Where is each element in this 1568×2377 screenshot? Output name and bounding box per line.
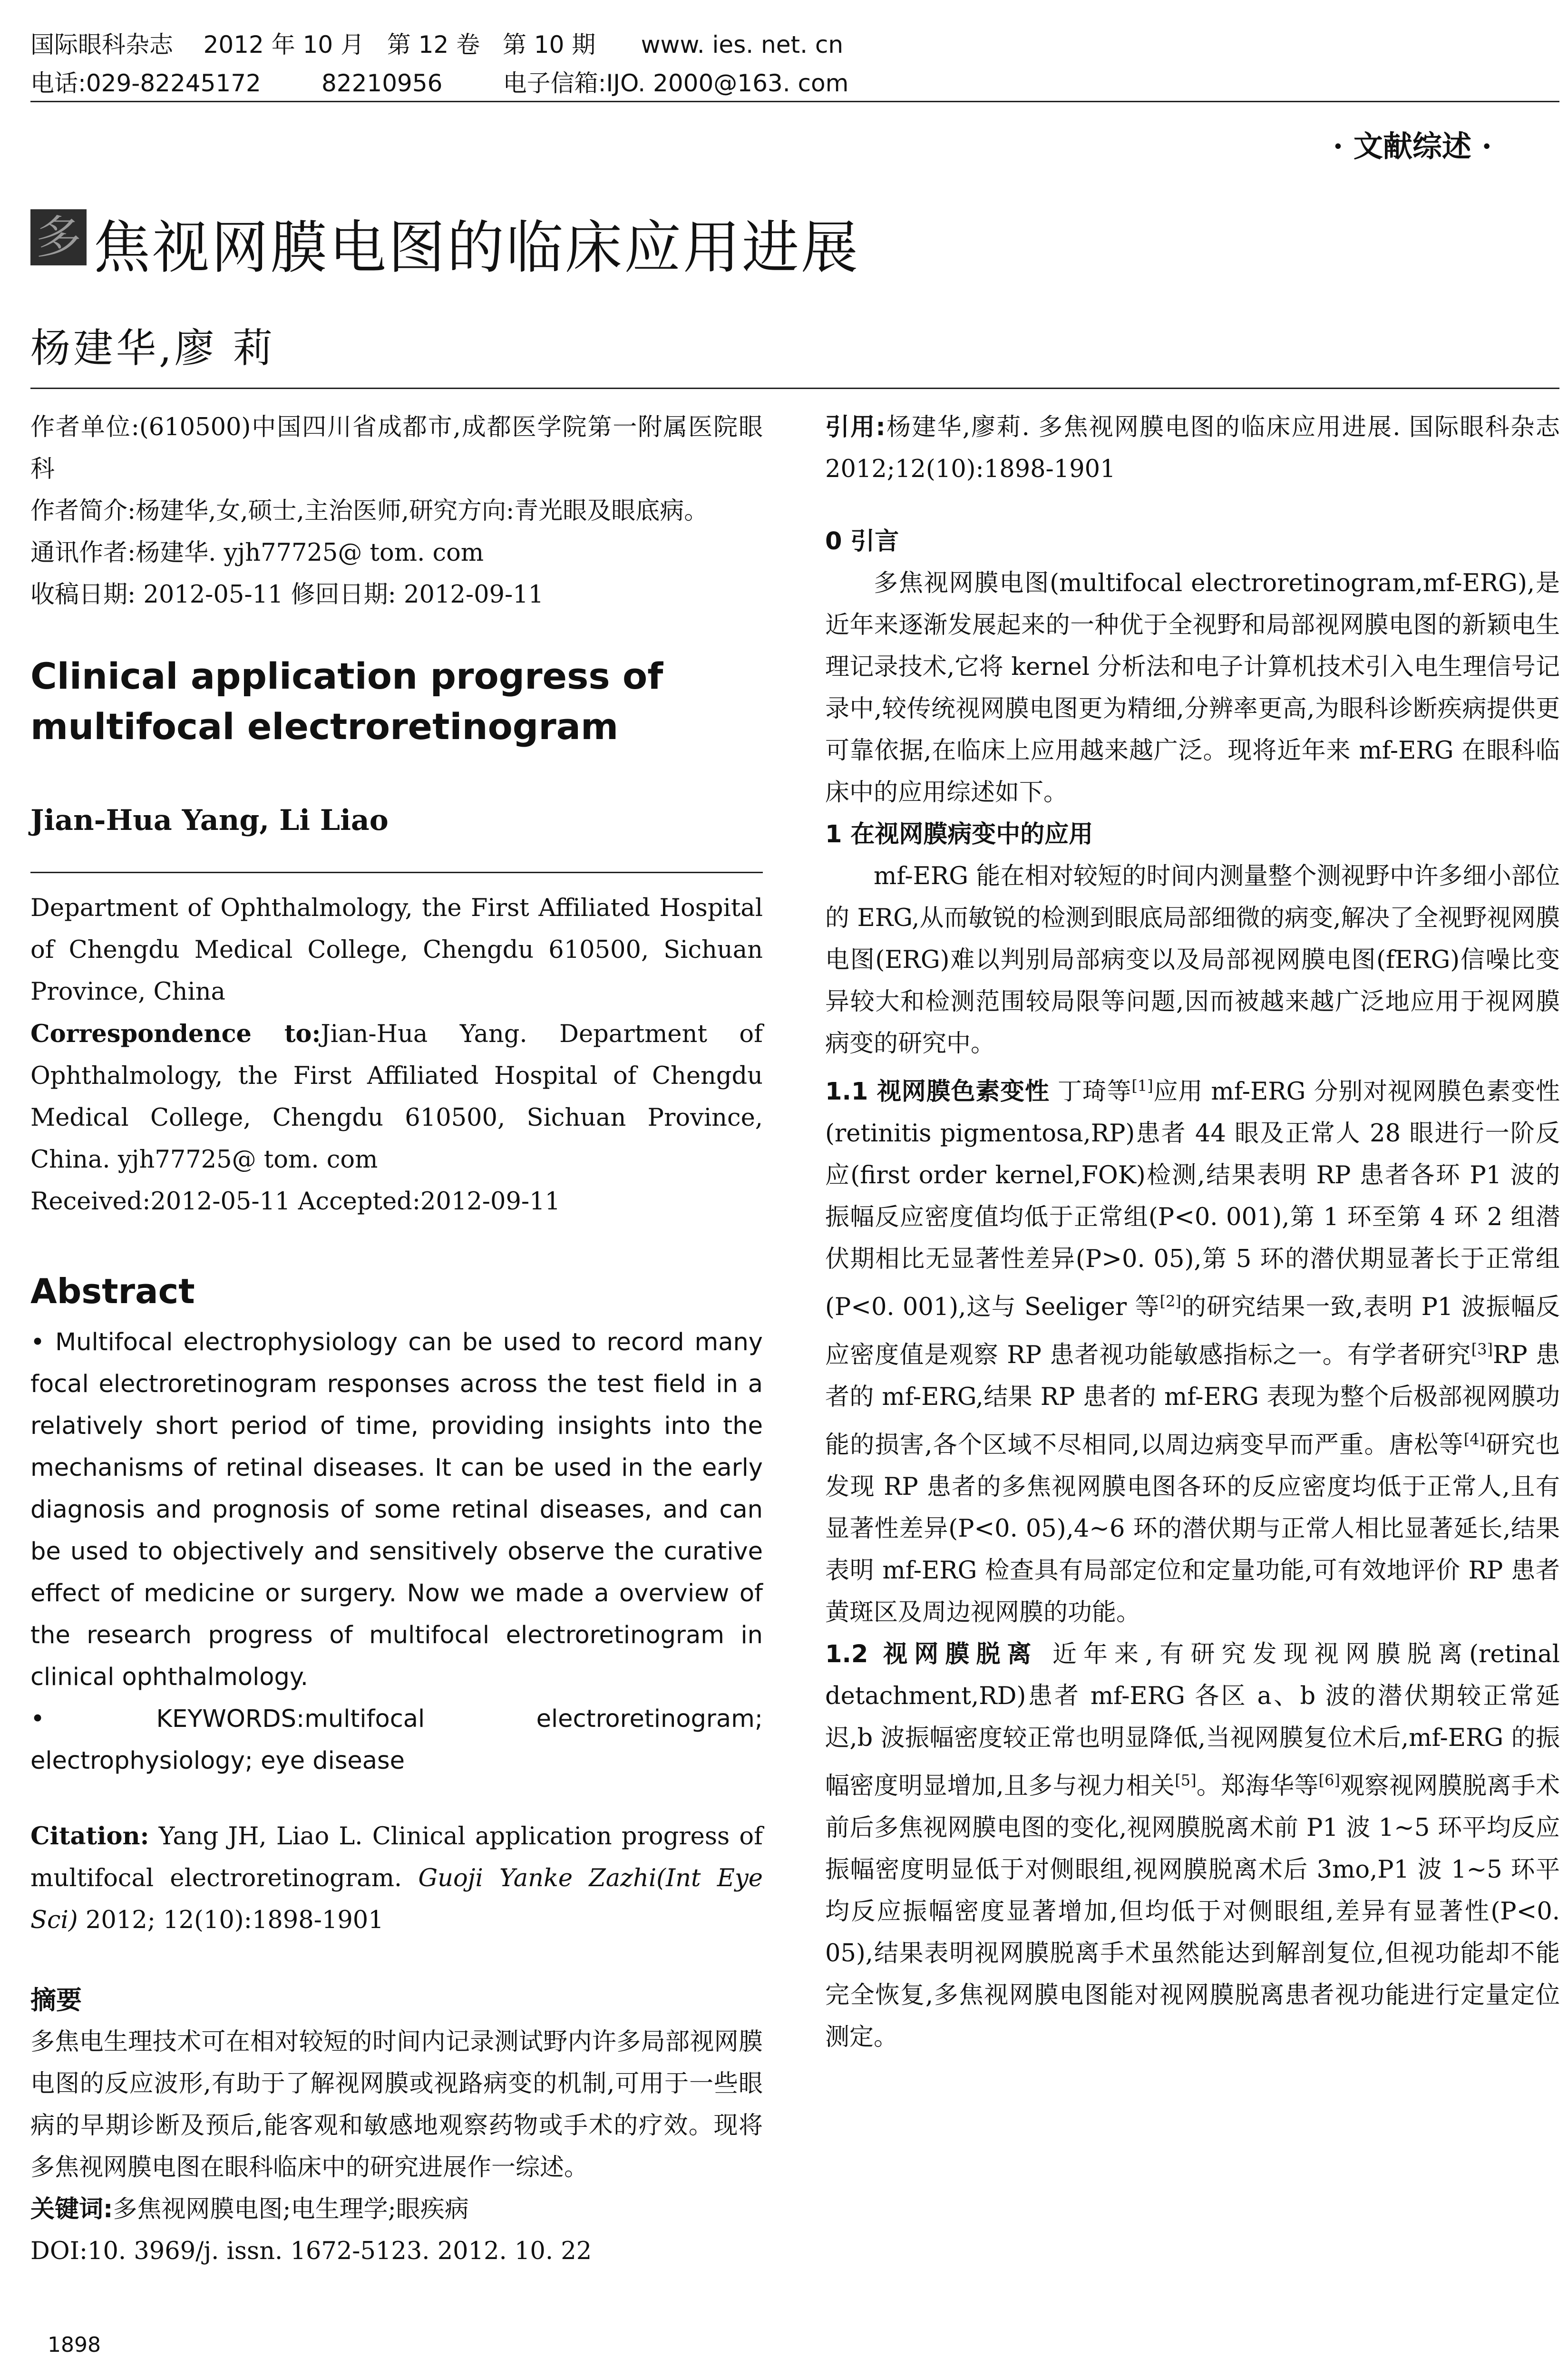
doi: DOI:10. 3969/j. issn. 1672-5123. 2012. 10. 22 — [30, 2237, 592, 2265]
citation — [30, 1815, 763, 1941]
english-rule — [30, 872, 763, 873]
english-received: Received:2012-05-11 Accepted:2012-09-11 — [30, 1188, 561, 1216]
left-column — [30, 407, 763, 2272]
title-initial-box: 多 — [30, 209, 87, 265]
ref-1: [1] — [1131, 1077, 1153, 1095]
citation-text-a: Yang JH, Liao L. Clinical application progress of multifocal electroretinogram. — [30, 1822, 763, 1892]
section-1-body: mf-ERG 能在相对较短的时间内测量整个测视野中许多细小部位的 ERG,从而敏锐的检测到眼底局部细微的病变,解决了全视野视网膜电图(ERG)难以判别局部病变以及局部视网膜电图(fERG)信噪比变异较大和检测范围较局限等问题,因而被越来越广泛地应用于视网膜病变的研究中。 — [825, 862, 1560, 1058]
section-1-2 — [825, 1634, 1560, 2058]
ref-5: [5] — [1175, 1771, 1197, 1789]
right-column — [825, 407, 1560, 2058]
section-1-1-text: 研究也发现 RP 患者的多焦视网膜电图各环的反应密度均低于正常人,且有显著性差异(P<0. 05),4~6 环的潜伏期与正常人相比显著延长,结果表明 mf-ERG 检查具有局部定位和定量功能,可有效地评价 RP 患者黄斑区及周边视网膜的功能。 — [825, 1431, 1560, 1627]
cite-zh — [825, 407, 1560, 490]
journal-header-line1: 国际眼科杂志 2012 年 10 月 第 12 卷 第 10 期 www. ies. net. cn — [30, 31, 844, 58]
section-1-2-text: 。郑海华等 — [1196, 1772, 1319, 1800]
zh-keywords-text: 多焦视网膜电图;电生理学;眼疾病 — [113, 2195, 469, 2223]
abstract-heading: Abstract — [30, 1271, 195, 1311]
section-tag: · 文献综述 · — [1333, 129, 1492, 164]
ref-2: [2] — [1159, 1292, 1181, 1310]
citation-label: Citation: — [30, 1822, 149, 1851]
author-intro: 作者简介:杨建华,女,硕士,主治医师,研究方向:青光眼及眼底病。 — [30, 497, 709, 525]
ref-3: [3] — [1471, 1340, 1493, 1358]
page-number: 1898 — [48, 2333, 101, 2357]
section-0-heading: 0 引言 — [825, 527, 899, 555]
corresponding-author: 通讯作者:杨建华. yjh77725@ tom. com — [30, 539, 484, 567]
english-correspondence — [30, 1013, 763, 1181]
section-1-heading: 1 在视网膜病变中的应用 — [825, 820, 1093, 848]
zh-keywords — [30, 2189, 763, 2231]
cite-zh-text: 杨建华,廖莉. 多焦视网膜电图的临床应用进展. 国际眼科杂志 2012;12(10):1898-1901 — [825, 413, 1560, 483]
cite-zh-label: 引用: — [825, 413, 886, 441]
section-1-2-text: 观察视网膜脱离手术前后多焦视网膜电图的变化,视网膜脱离术前 P1 波 1~5 环平均反应振幅密度明显低于对侧眼组,视网膜脱离术后 3mo,P1 波 1~5 环平均反应振幅密度显著增加,但均低于对侧眼组,差异有显著性(P<0. 05),结果表明视网膜脱离手术虽然能达到解剖复位,但视功能却不能完全恢复,多焦视网膜电图能对视网膜脱离患者视功能进行定量定位测定。 — [825, 1772, 1560, 2051]
header-rule — [30, 101, 1559, 102]
english-authors: Jian-Hua Yang, Li Liao — [30, 804, 389, 837]
english-title: Clinical application progress of multifocal electroretinogram — [30, 655, 663, 748]
authors-rule — [30, 388, 1559, 389]
section-1-1-text: 应用 mf-ERG 分别对视网膜色素变性(retinitis pigmentosa,RP)患者 44 眼及正常人 28 眼进行一阶反应(first order kernel,FOK)检测,结果表明 RP 患者各环 P1 波的振幅反应密度值均低于正常组(P<0. 001),第 1 环至第 4 环 2 组潜伏期相比无显著性差异(P>0. 05),第 5 环的潜伏期显著长于正常组(P<0. 001),这与 Seeliger 等 — [825, 1078, 1560, 1321]
citation-journal: Guoji Yanke Zazhi(Int Eye Sci) — [30, 1864, 763, 1934]
zh-abstract-heading: 摘要 — [30, 1985, 82, 2015]
english-keywords: • KEYWORDS:multifocal electroretinogram; electrophysiology; eye disease — [30, 1705, 763, 1775]
authors-zh: 杨建华,廖 莉 — [30, 325, 276, 371]
section-1-1-heading: 1.1 视网膜色素变性 — [825, 1078, 1050, 1106]
author-unit: 作者单位:(610500)中国四川省成都市,成都医学院第一附属医院眼科 — [30, 413, 763, 483]
spacer — [825, 490, 1560, 521]
citation-text-b: 2012; 12(10):1898-1901 — [78, 1906, 384, 1934]
journal-header-line2: 电话:029-82245172 82210956 电子信箱:IJO. 2000@163. com — [30, 69, 849, 97]
section-1-1-text: RP 患者的 mf-ERG,结果 RP 患者的 mf-ERG 表现为整个后极部视网膜功能的损害,各个区域不尽相同,以周边病变早而严重。唐松等 — [825, 1341, 1560, 1459]
section-1-2-heading: 1.2 视网膜脱离 — [825, 1640, 1038, 1668]
ref-6: [6] — [1318, 1771, 1340, 1789]
section-1-1 — [825, 1065, 1560, 1634]
english-department: Department of Ophthalmology, the First Affiliated Hospital of Chengdu Medical College, Chengdu 610500, Sichuan Province, China — [30, 894, 763, 1006]
correspondence-label: Correspondence to: — [30, 1020, 321, 1048]
ref-4: [4] — [1463, 1430, 1486, 1448]
section-0-body: 多焦视网膜电图(multifocal electroretinogram,mf-ERG),是近年来逐渐发展起来的一种优于全视野和局部视网膜电图的新颖电生理记录技术,它将 kernel 分析法和电子计算机技术引入电生理信号记录中,较传统视网膜电图更为精细,分辨率更高,为眼科诊断疾病提供更可靠依据,在临床上应用越来越广泛。现将近年来 mf-ERG 在眼科临床中的应用综述如下。 — [825, 569, 1560, 807]
dates-zh: 收稿日期: 2012-05-11 修回日期: 2012-09-11 — [30, 581, 544, 609]
zh-keywords-label: 关键词: — [30, 2195, 113, 2223]
correspondence-text: Jian-Hua Yang. Department of Ophthalmology, the First Affiliated Hospital of Chengdu Medical College, Chengdu 610500, Sichuan Province, China. yjh77725@ tom. com — [30, 1020, 763, 1174]
section-1-1-text: 的研究结果一致,表明 P1 波振幅反应密度值是观察 RP 患者视功能敏感指标之一。有学者研究 — [825, 1293, 1560, 1369]
section-1-1-text: 丁琦等 — [1049, 1078, 1132, 1106]
abstract-body: • Multifocal electrophysiology can be used to record many focal electroretinogram responses across the test field in a relatively short period of time, providing insights into the mechanisms of retinal diseases. It can be used in the early diagnosis and prognosis of some retinal diseases, and can be used to objectively and sensitively observe the curative effect of medicine or surgery. Now we made a overview of the research progress of multifocal electroretinogram in clinical ophthalmology. — [30, 1328, 763, 1691]
section-1-2-text: 近年来,有研究发现视网膜脱离(retinal detachment,RD)患者 mf-ERG 各区 a、b 波的潜伏期较正常延迟,b 波振幅密度较正常也明显降低,当视网膜复位术后,mf-ERG 的振幅密度明显增加,且多与视力相关 — [825, 1640, 1560, 1800]
zh-abstract-body: 多焦电生理技术可在相对较短的时间内记录测试野内许多局部视网膜电图的反应波形,有助于了解视网膜或视路病变的机制,可用于一些眼病的早期诊断及预后,能客观和敏感地观察药物或手术的疗效。现将多焦视网膜电图在眼科临床中的研究进展作一综述。 — [30, 2028, 763, 2182]
article-title: 焦视网膜电图的临床应用进展 — [93, 215, 860, 281]
